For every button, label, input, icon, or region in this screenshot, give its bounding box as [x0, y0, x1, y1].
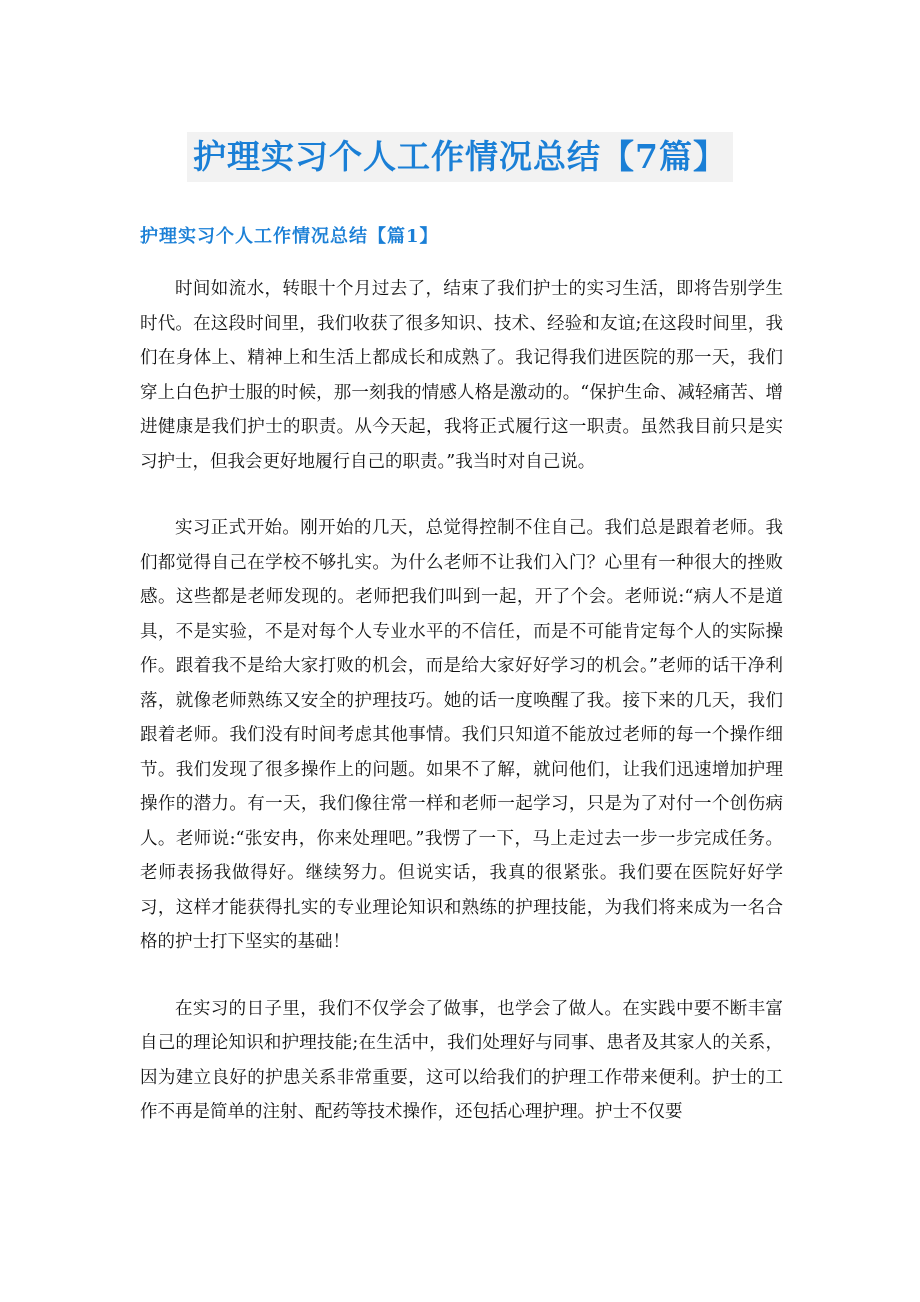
paragraph: 时间如流水，转眼十个月过去了，结束了我们护士的实习生活，即将告别学生时代。在这段时间里，我们收获了很多知识、技术、经验和友谊;在这段时间里，我们在身体上、精神上和生活上都成长和成熟了。我记得我们进医院的那一天，我们穿上白色护士服的时候，那一刻我的情感人格是激动的。“保护生命、减轻痛苦、增进健康是我们护士的职责。从今天起，我将正式履行这一职责。虽然我目前只是实习护士，但我会更好地履行自己的职责。”我当时对自己说。: [140, 279, 783, 472]
paragraph: 在实习的日子里，我们不仅学会了做事，也学会了做人。在实践中要不断丰富自己的理论知识和护理技能;在生活中，我们处理好与同事、患者及其家人的关系，因为建立良好的护患关系非常重要，这可以给我们的护理工作带来便利。护士的工作不再是简单的注射、配药等技术操作，还包括心理护理。护士不仅要: [140, 998, 783, 1122]
document-title: 护理实习个人工作情况总结【7篇】: [187, 132, 733, 182]
paragraph: 实习正式开始。刚开始的几天，总觉得控制不住自己。我们总是跟着老师。我们都觉得自己在学校不够扎实。为什么老师不让我们入门？心里有一种很大的挫败感。这些都是老师发现的。老师把我们叫到一起，开了个会。老师说:“病人不是道具，不是实验，不是对每个人专业水平的不信任，而是不可能肯定每个人的实际操作。跟着我不是给大家打败的机会，而是给大家好好学习的机会。”老师的话干净利落，就像老师熟练又安全的护理技巧。她的话一度唤醒了我。接下来的几天，我们跟着老师。我们没有时间考虑其他事情。我们只知道不能放过老师的每一个操作细节。我们发现了很多操作上的问题。如果不了解，就问他们，让我们迅速增加护理操作的潜力。有一天，我们像往常一样和老师一起学习，只是为了对付一个创伤病人。老师说:“张安冉，你来处理吧。”我愣了一下，马上走过去一步一步完成任务。老师表扬我做得好。继续努力。但说实话，我真的很紧张。我们要在医院好好学习，这样才能获得扎实的专业理论知识和熟练的护理技能，为我们将来成为一名合格的护士打下坚实的基础！: [140, 518, 783, 952]
document-body: [140, 272, 783, 1162]
title-container: [0, 132, 920, 182]
section-heading: 护理实习个人工作情况总结【篇1】: [140, 226, 439, 247]
